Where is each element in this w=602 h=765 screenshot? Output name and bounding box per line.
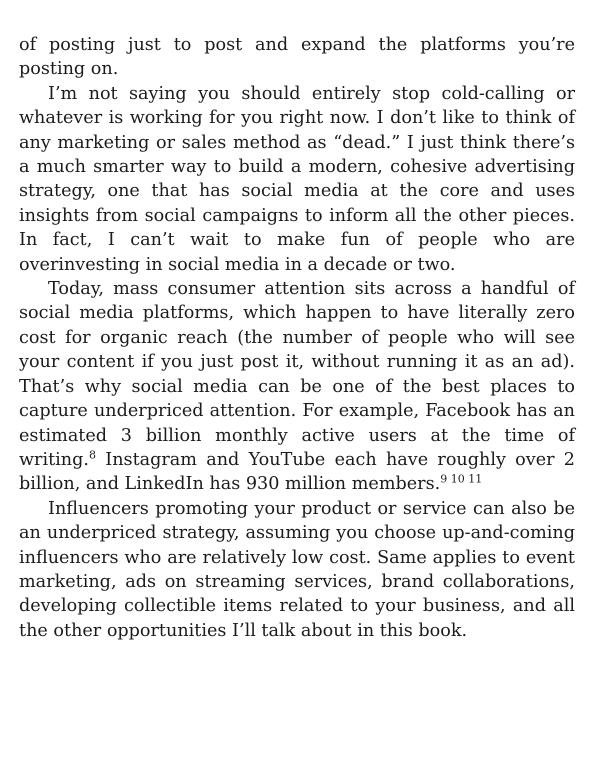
paragraph-text: Instagram and YouTube each have roughly over 2 billion, and LinkedIn has 930 million members.: [19, 449, 575, 495]
paragraph-text: Today, mass consumer attention sits across a handful of social media platforms, which happen to have literally zero cost for organic reach (the number of people who will see your content if you just post it, without running it as an ad). That’s why social media can be one of the best places to capture underpriced attention. For example, Facebook has an estimated 3 billion monthly active users at the time of writing.: [19, 279, 575, 470]
paragraph-influencers: Influencers promoting your product or service can also be an underpriced strategy, assuming you choose up-and-coming influencers who are relatively low cost. Same applies to event marketing, ads on streaming services, brand collaborations, developing collectible items related to your business, and all the other opportunities I’ll talk about in this book.: [19, 498, 575, 641]
footnote-marker: 8: [88, 448, 96, 462]
book-page: [19, 33, 575, 643]
paragraph-social-platforms: [19, 277, 575, 497]
footnote-marker: 9 10 11: [440, 472, 483, 486]
paragraph-continuation: of posting just to post and expand the platforms you’re posting on.: [19, 35, 575, 80]
paragraph-cold-calling: I’m not saying you should entirely stop cold-calling or whatever is working for you right now. I don’t like to think of any marketing or sales method as “dead.” I just think there’s a much smarter way to build a modern, cohesive advertising strategy, one that has social media at the core and uses insights from social campaigns to inform all the other pieces. In fact, I can’t wait to make fun of people who are overinvesting in social media in a decade or two.: [19, 83, 575, 275]
